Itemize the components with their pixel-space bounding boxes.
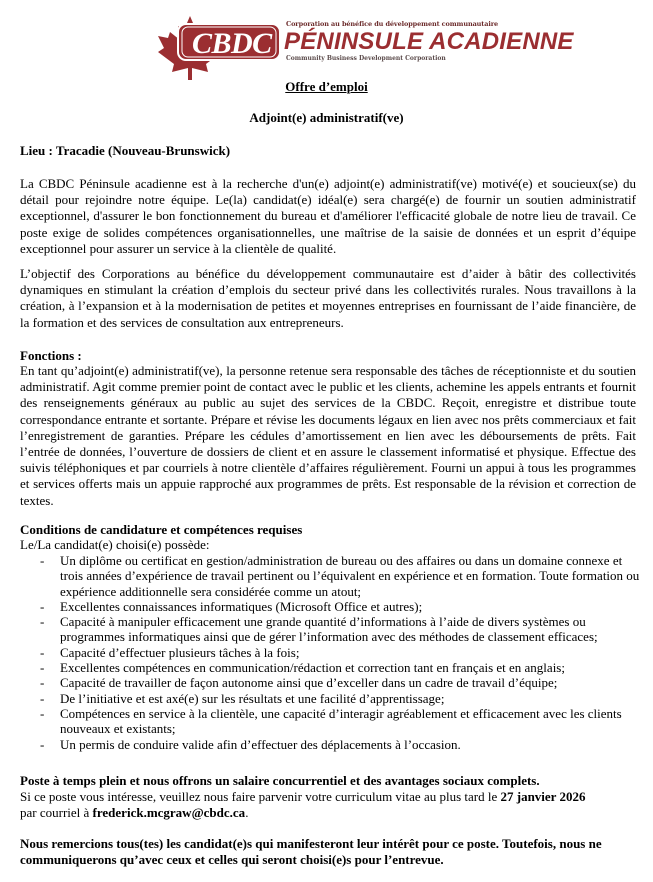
list-item: - Capacité d’effectuer plusieurs tâches à la fois; — [40, 644, 300, 660]
mission-paragraph: L’objectif des Corporations au bénéfice du développement communautaire est d’aider à bâtir des collectivités dynamiques en stimulant la création d’emplois du secteur privé dans les collectivités rurales. Nous travaillons à la création, à l’expansion et à la modernisation de petites et moyennes entreprises en fournissant de l’aide financière, de la formation et des services de consultation aux entrepreneurs. — [20, 266, 636, 330]
thanks-text: Nous remercions tous(tes) les candidat(e)s qui manifesteront leur intérêt pour ce poste. Toutefois, nous ne communiquerons qu’avec ceux et celles qui seront choisi(e)s pour l’entrevue. — [20, 836, 602, 868]
page-title: Offre d’emploi — [285, 79, 368, 94]
bullet-dash: - — [40, 675, 45, 691]
list-item: - Un permis de conduire valide afin d’effectuer des déplacements à l’occasion. — [40, 736, 461, 752]
cbdc-logo — [152, 14, 574, 80]
bullet-dash: - — [40, 690, 45, 706]
bullet-dash: - — [40, 736, 45, 752]
logo-tagline-en: Community Business Development Corporation — [286, 55, 446, 62]
list-item: - Un diplôme ou certificat en gestion/administration de bureau ou des affaires ou dans un domaine connexe et trois années d’expérience de travail pertinent ou l’équivalent en expérience et en formation. Toute formation ou expérience additionnelle sera considérée comme un atout; — [40, 553, 640, 599]
application-info: Poste à temps plein et nous offrons un salaire concurrentiel et des avantages sociaux complets. Si ce poste vous intéresse, veuillez nous faire parvenir votre curriculum vitae au plus tard le 27 janvier 2026 par courriel à frederick.mcgraw@cbdc.ca. — [20, 773, 586, 821]
logo-acronym: CBDC — [192, 27, 272, 60]
apply-text: Si ce poste vous intéresse, veuillez nous faire parvenir votre curriculum vitae au plus tard le — [20, 789, 501, 805]
apply-email-prefix: par courriel à — [20, 805, 93, 821]
offer-statement: Poste à temps plein et nous offrons un salaire concurrentiel et des avantages sociaux complets. — [20, 773, 540, 788]
list-item: - Capacité à manipuler efficacement une grande quantité d’informations à l’aide de divers systèmes ou programmes informatiques ainsi que de gérer l’information avec des méthodes de classement efficaces; — [40, 614, 598, 645]
contact-email-link[interactable]: frederick.mcgraw@cbdc.ca — [92, 805, 246, 821]
logo-tagline-fr: Corporation au bénéfice du développement communautaire — [286, 20, 499, 28]
location: Lieu : Tracadie (Nouveau-Brunswick) — [20, 143, 231, 158]
conditions-intro: Le/La candidat(e) choisi(e) possède: — [20, 537, 210, 552]
conditions-heading: Conditions de candidature et compétences requises — [20, 522, 303, 537]
deadline: 27 janvier 2026 — [500, 789, 586, 805]
list-item: - Capacité de travailler de façon autonome ainsi que d’exceller dans un cadre de travail d’équipe; — [40, 675, 558, 691]
intro-paragraph: La CBDC Péninsule acadienne est à la recherche d'un(e) adjoint(e) administratif(ve) motivé(e) et soucieux(se) du détail pour rejoindre notre équipe. Le(la) candidat(e) idéal(e) sera chargé(e) de fournir un soutien administratif exceptionnel, d'assurer le bon fonctionnement du bureau et d'améliorer l'efficacité globale de notre lieu de travail. Ce poste exige de solides compétences organisationnelles, une maîtrise de la saisie de données et un esprit d’équipe exceptionnel pour assurer un service à la clientèle de qualité. — [20, 176, 636, 256]
requirements-list — [0, 553, 653, 752]
bullet-dash: - — [40, 660, 45, 676]
bullet-dash: - — [40, 614, 45, 630]
thanks-note — [20, 836, 636, 868]
list-item: - Excellentes connaissances informatiques (Microsoft Office et autres); — [40, 598, 423, 614]
logo-name: PÉNINSULE ACADIENNE — [284, 28, 574, 55]
list-item: - Excellentes compétences en communication/rédaction et correction tant en français et en anglais; — [40, 660, 565, 676]
list-item: - Compétences en service à la clientèle, une capacité d’interagir agréablement et efficacement avec les clients nouveaux et existants; — [40, 705, 622, 737]
bullet-dash: - — [40, 553, 45, 568]
functions-heading: Fonctions : — [20, 348, 82, 363]
position-title: Adjoint(e) administratif(ve) — [249, 110, 404, 125]
bullet-dash: - — [40, 644, 45, 660]
list-item: - De l’initiative et est axé(e) sur les résultats et une facilité d’apprentissage; — [40, 690, 445, 706]
functions-paragraph: En tant qu’adjoint(e) administratif(ve), la personne retenue sera responsable des tâches de réceptionniste et du soutien administratif. Agit comme premier point de contact avec le public et les clients, achemine les appels entrants et fournit des renseignements généraux au public au sujet des services de la CBDC. Reçoit, enregistre et distribue toute correspondance entrante et sortante. Prépare et révise les documents légaux en lien avec nos prêts commerciaux et fait l’enregistrement de garanties. Prépare les cédules d’amortissement en lien avec les déboursements de prêts. Fait l’entrée de données, l’ouverture de dossiers de client et en assure le classement informatisé et physique. Effectue des suivis téléphoniques et par courriels à notre clientèle d’affaires régulièrement. Fourni un appui à tous les programmes et services offerts mais un appuie rapproché aux programmes de prêts. Est responsable de la révision et correction de textes. — [20, 363, 636, 508]
bullet-dash: - — [40, 705, 45, 721]
bullet-dash: - — [40, 598, 45, 614]
